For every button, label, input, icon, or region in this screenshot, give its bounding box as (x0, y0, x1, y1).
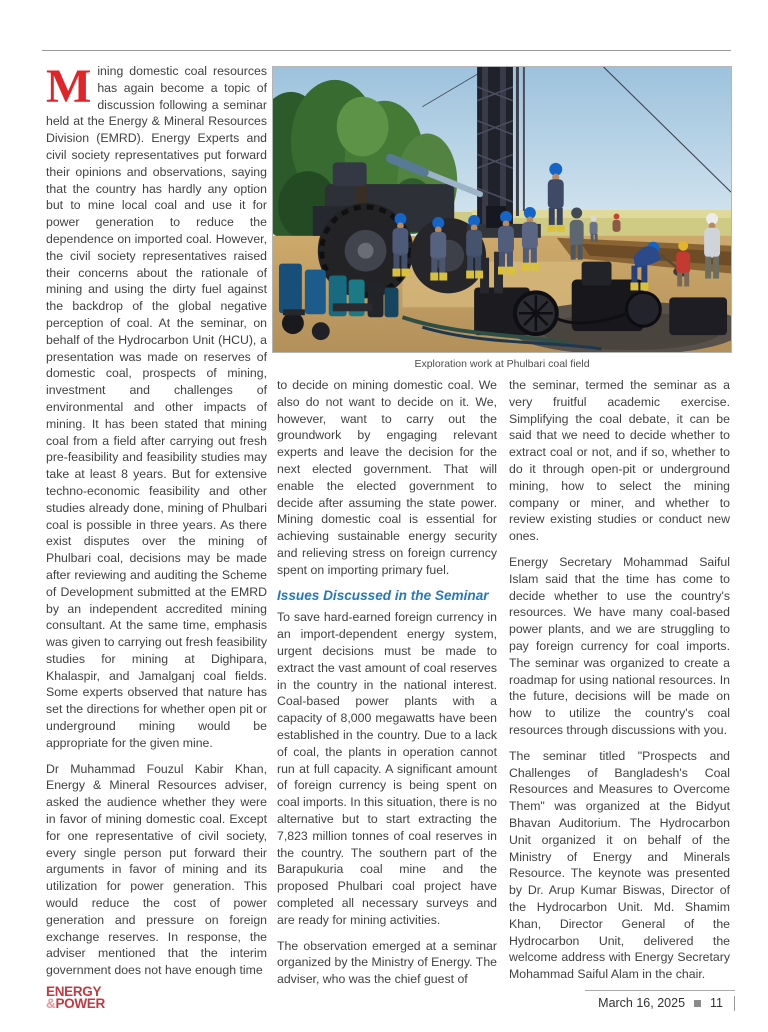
paragraph (46, 60, 267, 752)
footer-meta (575, 994, 735, 1012)
logo-word2: POWER (55, 995, 105, 1011)
square-bullet-icon (694, 1000, 701, 1007)
paragraph: Dr Muhammad Fouzul Kabir Khan, Energy & Mineral Resources adviser, asked the audience whether they were in favor of mining domestic coal. Except for one representative of civil society, every single person put forward their arguments in favor of mining and its utilization for power generation. This would reduce the cost of power generation and pressure on foreign exchange reserves. In response, the adviser mentioned that the interim government does not have enough time (46, 761, 267, 978)
section-heading: Issues Discussed in the Seminar (277, 587, 489, 603)
paragraph: The seminar titled "Prospects and Challenges of Bangladesh's Coal Resources and Measures to Overcome Them" was organized at the Bidyut Bhavan Auditorium. The Hydrocarbon Unit organized it on behalf of the Ministry of Energy and Minerals Resource. The keynote was presented by Dr. Arup Kumar Biswas, Director of the Hydrocarbon Unit. Md. Shamim Khan, Director General of the Hydrocarbon Unit, delivered the welcome address with Energy Secretary Mohammad Saiful Alam in the chair. (509, 748, 730, 982)
article-column-1 (46, 60, 267, 988)
article-column-2 (277, 377, 497, 997)
paragraph: to decide on mining domestic coal. We also do not want to decide on it. We, however, want to carry out the groundwork by engaging relevant experts and leave the decision for the next elected government. That will enable the elected government to decide after assuming the state power. Mining domestic coal is essential for achieving sustainable energy security and relieving stress on foreign currency spent on importing primary fuel. (277, 378, 497, 577)
logo-ampersand: & (46, 995, 56, 1011)
photo-illustration (273, 67, 731, 352)
footer-rule (585, 990, 735, 991)
issue-date: March 16, 2025 (598, 996, 686, 1010)
logo-line1: ENERGY (46, 984, 102, 999)
paragraph-text: ining domestic coal resources has again become a topic of discussion following a seminar held at the Energy & Mineral Resources Division (EMRD). Energy Experts and civil society representatives put forward their opinions and observations, saying that the country has hardly any option but to mine local coal and use it for power generation to reduce the dependence on imported coal. However, the civil society representatives raised their concerns about the rationale of mining and using the dirty fuel against the backdrop of the global negative perception of coal. At the seminar, on behalf of the Hydrocarbon Unit (HCU), a presentation was made on reserves of domestic coal, prospects of mining, investment and challenges of environmental and other impacts of mining. It has been stated that mining coal from a field after carrying out fresh pre-feasibility and feasibility studies may take at least 8 years. But for extensive techno-economic feasibility and other studies already done, mining of Phulbari coal is possible in three years. As there exist disputes over the mining of Phulbari coal, decisions may be made after reviewing and auditing the Scheme of Development submitted at the EMRD by an independent accredited mining consultant. At the same time, emphasis was given to carrying out fresh feasibility studies for mining at Dighipara, Khalaspir, and Jamalganj coal fields. Some experts observed that nature has set the directions for whether open pit or underground mining would be appropriate for the given mine. (46, 64, 267, 750)
paragraph: To save hard-earned foreign currency in an import-dependent energy system, urgent decisions must be made to extract the vast amount of coal reserves in the country in the national interest. Coal-based power plants with a capacity of 8,000 megawatts have been established in the country. Due to a lack of coal, the plants in operation cannot run at full capacity. A significant amount of foreign currency is being spent on coal imports. In this situation, there is no alternative but to start extracting the 7,823 million tonnes of coal reserves in the country. The southern part of the Barapukuria coal mine and the proposed Phulbari coal project have completed all necessary surveys and are ready for mining activities. (277, 610, 497, 927)
paragraph: Energy Secretary Mohammad Saiful Islam said that the time has come to decide whether to use the country's resources. We have many coal-based power plants, and we are struggling to pay foreign currency for coal imports. The seminar was organized to create a roadmap for using national resources. In the future, decisions will be made on how to utilize the country's coal resources through discussions with you. (509, 554, 730, 737)
magazine-logo (46, 986, 105, 1009)
article-photo (272, 66, 732, 353)
logo-line2 (46, 995, 105, 1011)
top-divider-rule (42, 50, 731, 51)
drop-cap: M (46, 60, 92, 113)
page-number-divider (734, 996, 735, 1011)
paragraph: The observation emerged at a seminar organized by the Ministry of Energy. The adviser, who was the chief guest of (277, 938, 497, 987)
paragraph: the seminar, termed the seminar as a very fruitful academic exercise. Simplifying the coal debate, it can be said that we need to decide whether to extract coal or not, and if so, whether to do it through open-pit or underground mining, how to select the mining company or miner, and whether to review existing studies or conduct new ones. (509, 378, 730, 544)
article-column-3 (509, 377, 730, 992)
page-number: 11 (710, 996, 723, 1010)
photo-caption: Exploration work at Phulbari coal field (414, 358, 590, 370)
